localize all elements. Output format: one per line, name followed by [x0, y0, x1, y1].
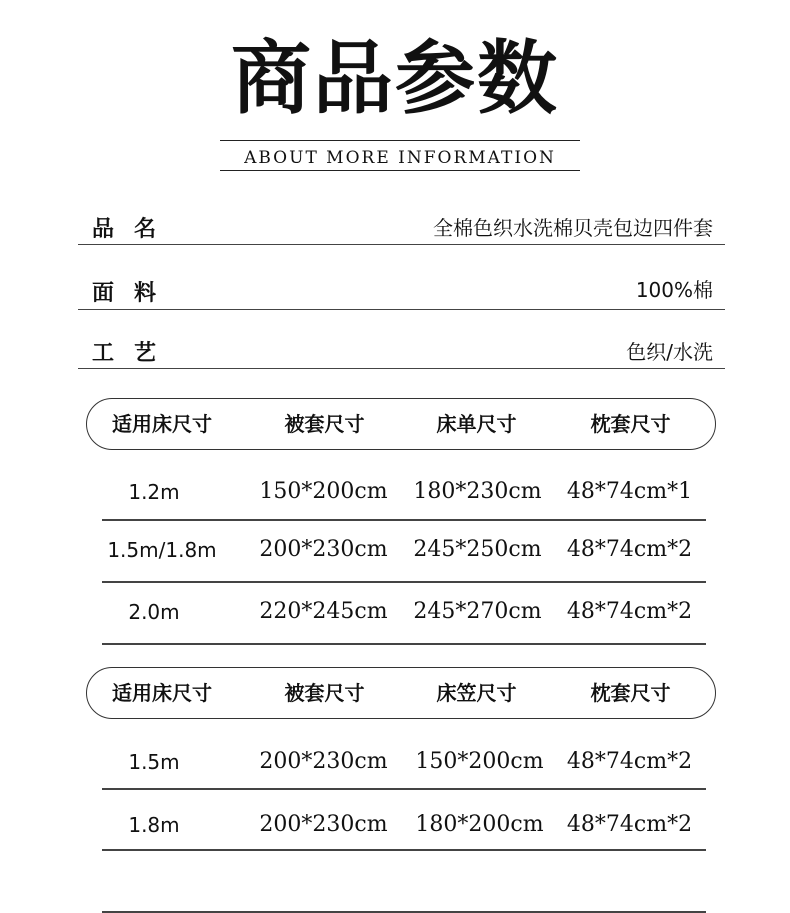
row-divider — [102, 581, 706, 583]
table-row — [102, 478, 706, 508]
table-cell: 245*250cm — [413, 537, 542, 562]
spec-label: 工艺 — [92, 341, 177, 366]
table-cell: 48*74cm*2 — [566, 749, 693, 774]
spec-value: 100%棉 — [635, 278, 713, 302]
subtitle-rule-top — [220, 140, 580, 141]
table-cell: 48*74cm*2 — [566, 599, 693, 624]
table1-header-cell: 枕套尺寸 — [590, 412, 671, 436]
spec-value: 色织/水洗 — [626, 340, 713, 364]
spec-row-fabric — [78, 244, 725, 310]
row-divider — [102, 519, 706, 521]
row-divider — [102, 788, 706, 790]
table2-header-cell: 床笠尺寸 — [436, 681, 517, 705]
table-row — [102, 811, 706, 841]
table-row — [102, 598, 706, 628]
table-row — [102, 536, 706, 566]
row-divider — [102, 911, 706, 913]
table-cell: 48*74cm*2 — [566, 537, 693, 562]
table-cell: 1.5m — [128, 750, 180, 774]
table-cell: 220*245cm — [259, 599, 388, 624]
table1-header-cell: 床单尺寸 — [436, 412, 517, 436]
row-divider — [102, 643, 706, 645]
spec-row-name — [78, 200, 725, 245]
table-cell: 1.5m/1.8m — [107, 538, 217, 562]
page-subtitle: ABOUT MORE INFORMATION — [244, 148, 556, 168]
table-cell: 200*230cm — [259, 812, 388, 837]
table-cell: 150*200cm — [259, 479, 388, 504]
subtitle-rule-bottom — [220, 170, 580, 171]
row-divider — [102, 849, 706, 851]
table1-header — [86, 398, 716, 450]
table-cell: 245*270cm — [413, 599, 542, 624]
table-cell: 48*74cm*2 — [566, 812, 693, 837]
table2-header-cell: 适用床尺寸 — [112, 681, 212, 705]
spec-value: 全棉色织水洗棉贝壳包边四件套 — [433, 216, 713, 240]
spec-label: 面料 — [92, 281, 177, 306]
page-title: 商品参数 — [231, 31, 559, 125]
table-cell: 180*200cm — [415, 812, 544, 837]
table1-header-cell: 被套尺寸 — [284, 412, 365, 436]
table-row — [102, 748, 706, 778]
table-cell: 150*200cm — [415, 749, 544, 774]
table2-header-cell: 被套尺寸 — [284, 681, 365, 705]
table2-header-cell: 枕套尺寸 — [590, 681, 671, 705]
table-cell: 200*230cm — [259, 537, 388, 562]
spec-row-craft — [78, 310, 725, 369]
table-cell: 200*230cm — [259, 749, 388, 774]
table1-header-cell: 适用床尺寸 — [112, 412, 212, 436]
table-cell: 48*74cm*1 — [566, 479, 693, 504]
table-cell: 1.8m — [128, 813, 180, 837]
table-cell: 1.2m — [128, 480, 180, 504]
table-cell: 2.0m — [128, 600, 180, 624]
spec-label: 品名 — [92, 217, 177, 242]
table2-header — [86, 667, 716, 719]
table-cell: 180*230cm — [413, 479, 542, 504]
